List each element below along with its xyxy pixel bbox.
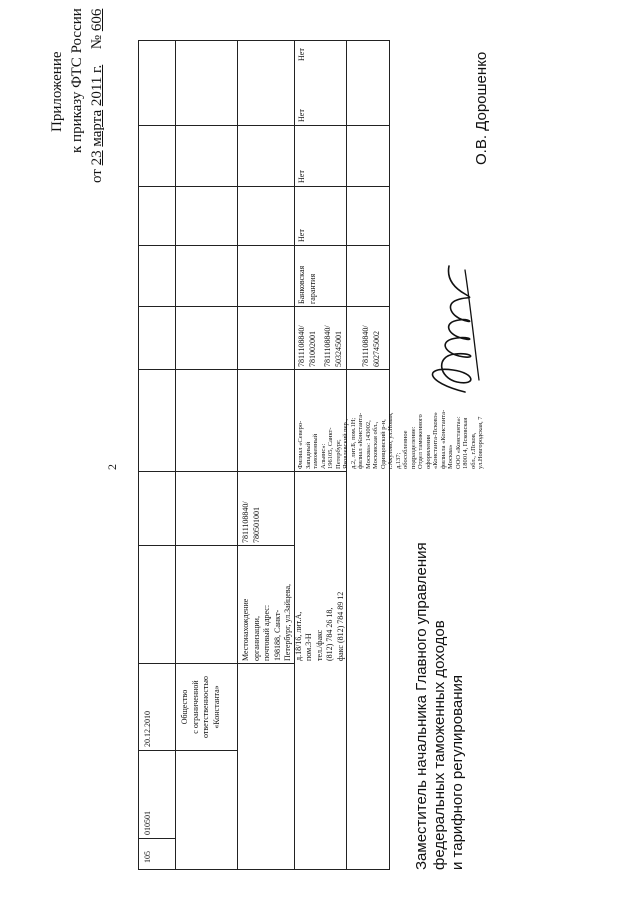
guarantee-type: Банковская гарантия (297, 265, 317, 304)
order-number: 606 (89, 8, 105, 32)
table-row (323, 41, 389, 869)
inclusion-date: 20.12.2010 (143, 711, 152, 747)
signer-position: Заместитель начальника Главного управления федеральных таможенных доходов и тарифного регулирования (413, 542, 466, 870)
table-row (176, 41, 238, 869)
appendix-date-line (89, 9, 106, 183)
date-day: 23 (89, 150, 105, 166)
appendix-order-reference: к приказу ФТС России (69, 8, 85, 153)
table-row (139, 41, 176, 869)
branch-inn-kpp-1: 7811108840/ 781002001 (297, 325, 317, 367)
no-value-4: Нет (297, 48, 306, 61)
row-number: 105 (143, 851, 152, 863)
no-value-3: Нет (297, 109, 306, 122)
date-prefix: от (89, 169, 105, 183)
organization-name: Общество с ограниченной ответственностью «Константа» (180, 675, 221, 739)
organization-inn-kpp: 7811108840/ 780501001 (241, 501, 261, 543)
branch-inn-kpp-3: 7811108840/ 602745002 (361, 325, 381, 367)
handwritten-signature (405, 260, 495, 400)
date-month: марта (89, 109, 105, 147)
branch-inn-kpp-2: 7811108840/ 503245001 (323, 325, 343, 367)
page-number: 2 (105, 464, 119, 470)
registry-code: 010501 (143, 811, 152, 835)
no-value-1: Нет (297, 229, 306, 242)
date-year: 2011 г. (89, 64, 105, 107)
order-number-sign: № (89, 34, 105, 50)
branch-addresses: Филиал «Северо- Западный таможенный Альянс»: 196105, Санкт- Петербург, Яковлевский пер., д.2, лит.Б, пом.1Н; филиал «Константа- Москва»: 143002, Московская обл., Одинцовский р-н, г.Акулово, ул.Новая, д.137; обособленное подразделение: Отдел таможенного оформления «Константа-Псковэ» филиала «Константа- Москва» ООО «Константа»: 180014, Псковская обл., г.Псков, ул.Новгородская, 7 (297, 409, 484, 469)
organization-location: Местонахождение организации, почтовый адрес: 198188, Санкт- Петербург, ул.Зайцева, д.18/16, лит.А, пом.3-Н тел./факс (812) 784 26 18, факс (812) 784 89 12 (241, 583, 345, 661)
appendix-title: Приложение (49, 51, 65, 132)
signer-name: О.В. Дорошенко (473, 51, 490, 165)
no-value-2: Нет (297, 170, 306, 183)
